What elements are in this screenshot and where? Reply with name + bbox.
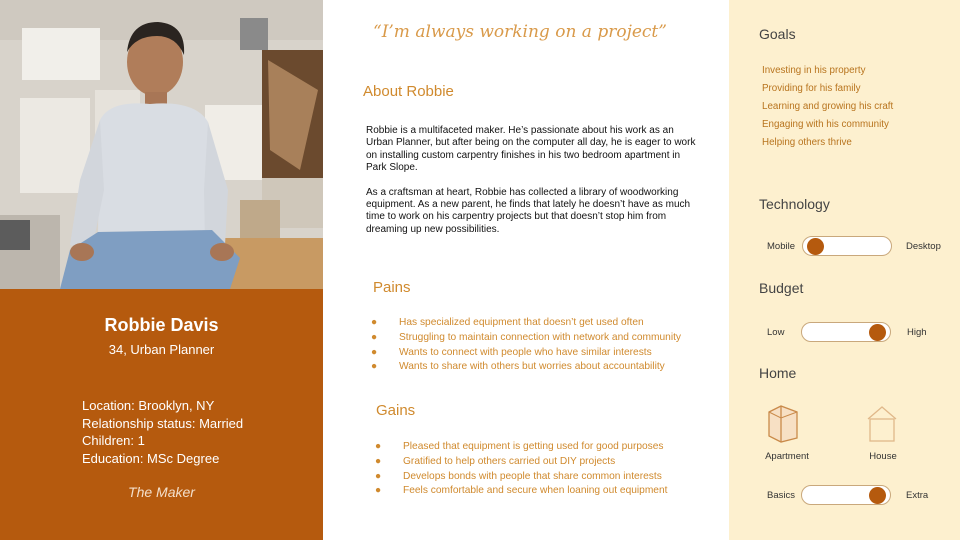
budget-min-label: Low — [767, 327, 785, 338]
list-item: ● Gratified to help others carried out DIY projects — [375, 455, 667, 470]
home-option-apartment: Apartment — [765, 451, 809, 462]
fact-children: Children: 1 — [82, 433, 145, 448]
list-item: Learning and growing his craft — [762, 101, 894, 112]
persona-column — [0, 0, 323, 540]
fact-location: Location: Brooklyn, NY — [82, 398, 215, 413]
about-paragraph: As a craftsman at heart, Robbie has collected a library of woodworking equipment. As a new parent, he finds that lately he doesn’t have as much time to work on his carpentry projects but that doesn’t stop him from dreaming up new possibilities. — [366, 186, 691, 235]
technology-knob[interactable] — [807, 238, 824, 255]
technology-min-label: Mobile — [767, 241, 795, 252]
persona-name: Robbie Davis — [104, 315, 219, 335]
list-item: Engaging with his community — [762, 119, 889, 130]
list-item: ● Has specialized equipment that doesn’t get used often — [371, 316, 681, 331]
home-slider — [729, 484, 960, 508]
home-min-label: Basics — [767, 490, 795, 501]
about-title: About Robbie — [363, 83, 454, 100]
list-item: Providing for his family — [762, 83, 861, 94]
home-title: Home — [759, 365, 797, 381]
apartment-icon[interactable] — [767, 404, 801, 444]
fact-relationship: Relationship status: Married — [82, 415, 244, 431]
goals-title: Goals — [759, 26, 796, 42]
bullet-icon: ● — [375, 485, 382, 497]
about-text — [366, 125, 696, 236]
pains-title: Pains — [373, 279, 411, 296]
bullet-icon: ● — [375, 470, 382, 482]
list-item: Helping others thrive — [762, 137, 852, 148]
persona-quote: “I’m always working on a project” — [373, 22, 667, 42]
bullet-icon: ● — [371, 346, 378, 358]
technology-max-label: Desktop — [906, 241, 941, 252]
technology-track[interactable] — [802, 236, 892, 256]
persona-facts — [82, 397, 243, 467]
home-option-house: House — [869, 451, 897, 462]
budget-knob[interactable] — [869, 324, 886, 341]
house-icon[interactable] — [866, 405, 898, 443]
persona-profile-panel — [0, 289, 323, 540]
bullet-icon: ● — [371, 331, 378, 343]
list-item: ● Pleased that equipment is getting used for good purposes — [375, 440, 667, 455]
budget-max-label: High — [907, 327, 927, 338]
list-item: Investing in his property — [762, 65, 866, 76]
gains-title: Gains — [376, 402, 416, 419]
pains-list — [371, 316, 681, 375]
persona-archetype: The Maker — [128, 484, 195, 500]
list-item: ● Wants to connect with people who have similar interests — [371, 346, 681, 361]
list-item: ● Struggling to maintain connection with network and community — [371, 331, 681, 346]
technology-title: Technology — [759, 196, 830, 212]
bullet-icon: ● — [371, 361, 378, 373]
persona-attributes-panel — [729, 0, 960, 540]
fact-education: Education: MSc Degree — [82, 450, 220, 466]
list-item: ● Wants to share with others but worries about accountability — [371, 360, 681, 375]
list-item: ● Feels comfortable and secure when loaning out equipment — [375, 484, 667, 499]
home-max-label: Extra — [906, 490, 929, 501]
persona-age-role: 34, Urban Planner — [108, 342, 215, 357]
goals-list — [762, 64, 893, 154]
about-paragraph: Robbie is a multifaceted maker. He’s passionate about his work as an Urban Planner, but after being on the computer all day, he is eager to work on installing custom carpentry finishes in his two bedroom apartment in Park Slope. — [366, 125, 696, 174]
budget-slider — [729, 321, 960, 345]
persona-photo — [0, 0, 323, 289]
bullet-icon: ● — [371, 317, 378, 328]
home-track[interactable] — [801, 485, 891, 505]
persona-photo-illustration — [0, 0, 323, 289]
budget-title: Budget — [759, 280, 804, 296]
budget-track[interactable] — [801, 322, 891, 342]
gains-list — [375, 440, 667, 499]
bullet-icon: ● — [375, 455, 382, 467]
list-item: ● Develops bonds with people that share common interests — [375, 470, 667, 485]
technology-slider — [729, 235, 960, 259]
bullet-icon: ● — [375, 441, 382, 452]
home-knob[interactable] — [869, 487, 886, 504]
